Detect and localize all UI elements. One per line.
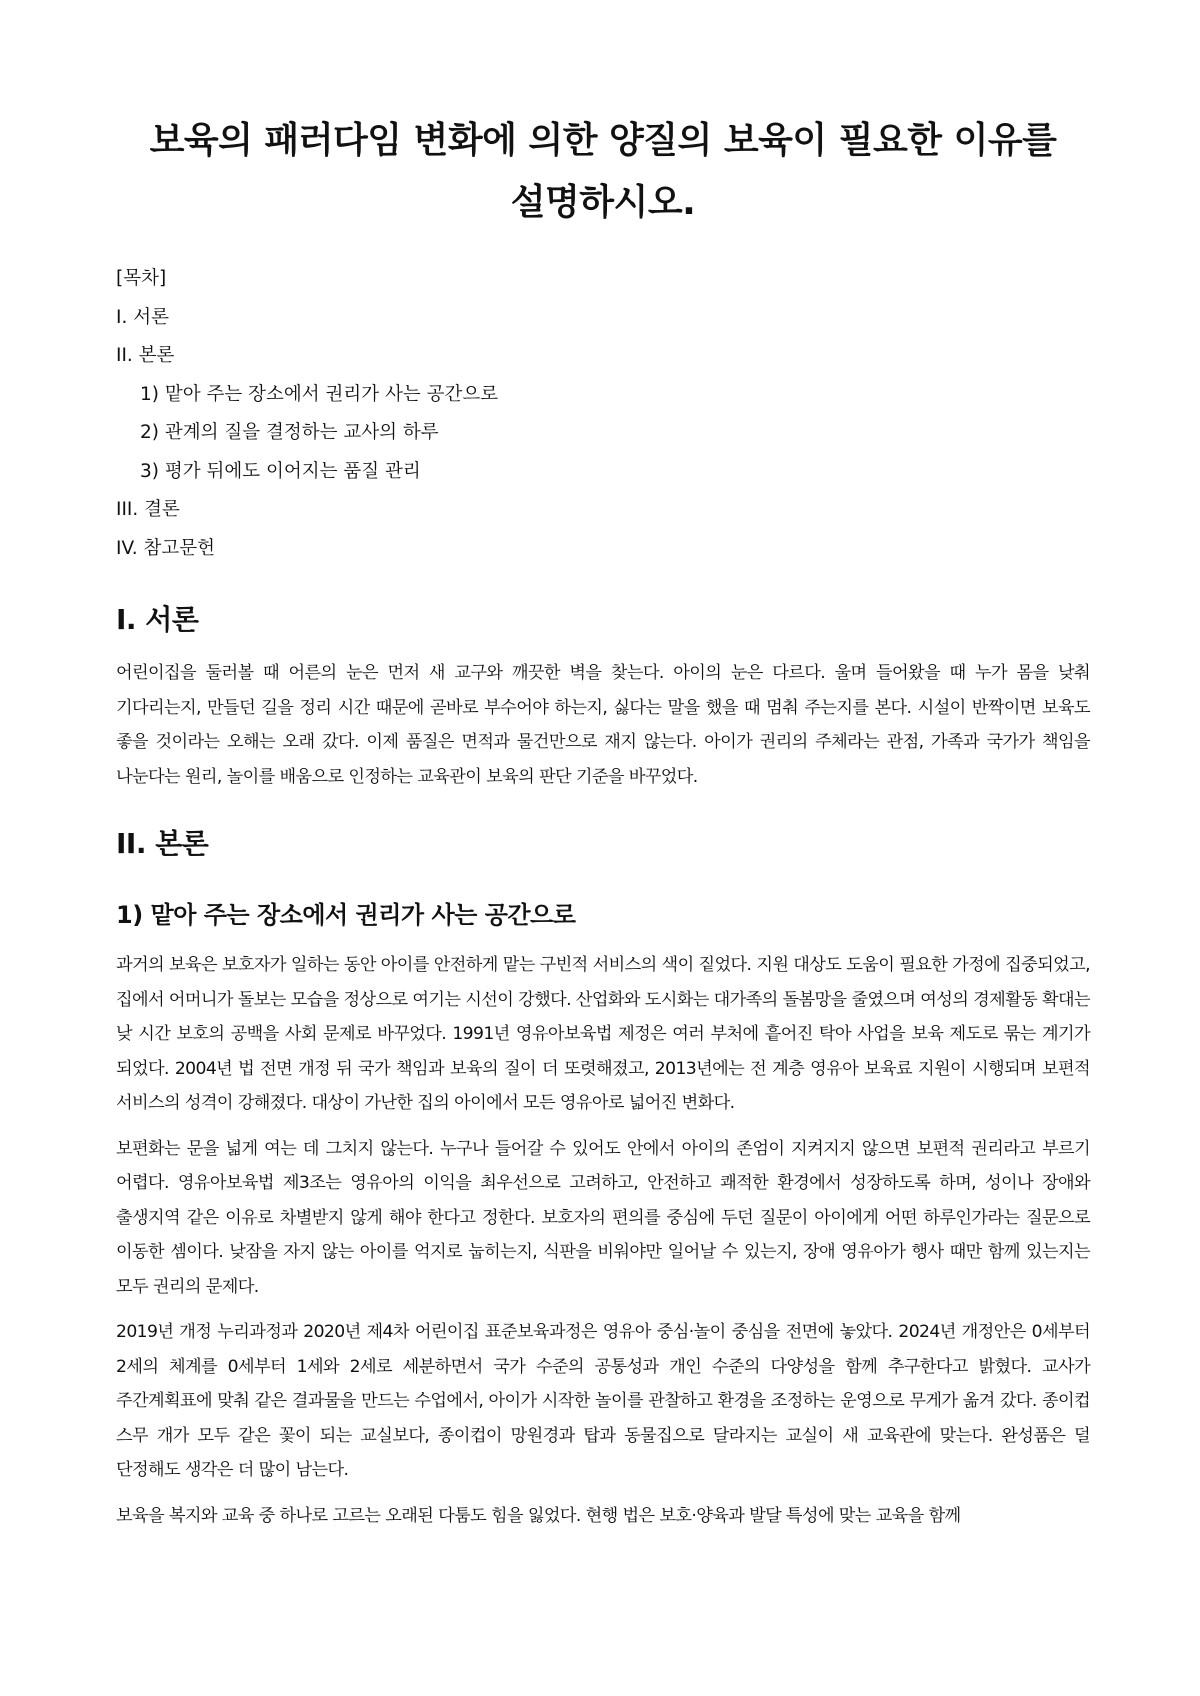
toc-item-conclusion: III. 결론 bbox=[116, 499, 180, 520]
toc-item-body: II. 본론 bbox=[116, 345, 175, 366]
body-paragraph: 보육을 복지와 교육 중 하나로 고르는 오래된 다툼도 힘을 잃었다. 현행 법은 보호·양육과 발달 특성에 맞는 교육을 함께 bbox=[116, 1505, 961, 1526]
body-paragraph: 보편화는 문을 넓게 여는 데 그치지 않는다. 누구나 들어갈 수 있어도 안에서 아이의 존엄이 지켜지지 않으면 보편적 권리라고 부르기 어렵다. 영유아보육법 제3조는 영유아의 이익을 최우선으로 고려하고, 안전하고 쾌적한 환경에서 성장하도록 하며, 성이나 장애와 출생지역 같은 이유로 차별받지 않게 해야 한다고 정한다. 보호자의 편의를 중심에 두던 질문이 아이에게 어떤 하루인가라는 질문으로 이동한 셈이다. 낮잠을 자지 않는 아이를 억지로 눕히는지, 식판을 비워야만 일어날 수 있는지, 장애 영유아가 행사 때만 함께 있는지는 모두 권리의 문제다. bbox=[116, 1138, 1090, 1297]
body-paragraph: 2019년 개정 누리과정과 2020년 제4차 어린이집 표준보육과정은 영유아 중심·놀이 중심을 전면에 놓았다. 2024년 개정안은 0세부터 2세의 체계를 0세부터 1세와 2세로 세분하면서 국가 수준의 공통성과 개인 수준의 다양성을 함께 추구한다고 밝혔다. 교사가 주간계획표에 맞춰 같은 결과물을 만드는 수업에서, 아이가 시작한 놀이를 관찰하고 환경을 조정하는 운영으로 무게가 옮겨 갔다. 종이컵 스무 개가 모두 같은 꽃이 되는 교실보다, 종이컵이 망원경과 탑과 동물집으로 달라지는 교실이 새 교육관에 맞는다. 완성품은 덜 단정해도 생각은 더 많이 남는다. bbox=[116, 1322, 1090, 1480]
toc-item-body-2: 2) 관계의 질을 결정하는 교사의 하루 bbox=[140, 422, 439, 443]
intro-paragraph: 어린이집을 둘러볼 때 어른의 눈은 먼저 새 교구와 깨끗한 벽을 찾는다. 아이의 눈은 다르다. 울며 들어왔을 때 누가 몸을 낮춰 기다리는지, 만들던 길을 정리 시간 때문에 곧바로 부수어야 하는지, 싫다는 말을 했을 때 멈춰 주는지를 본다. 시설이 반짝이면 보육도 좋을 것이라는 오해는 오래 갔다. 이제 품질은 면적과 물건만으로 재지 않는다. 아이가 권리의 주체라는 관점, 가족과 국가가 책임을 나눈다는 원리, 놀이를 배움으로 인정하는 교육관이 보육의 판단 기준을 바꾸었다. bbox=[116, 663, 1090, 787]
toc-item-intro: I. 서론 bbox=[116, 306, 169, 328]
body-paragraph: 과거의 보육은 보호자가 일하는 동안 아이를 안전하게 맡는 구빈적 서비스의 색이 짙었다. 지원 대상도 도움이 필요한 가정에 집중되었고, 집에서 어머니가 돌보는 모습을 정상으로 여기는 시선이 강했다. 산업화와 도시화는 대가족의 돌봄망을 줄였으며 여성의 경제활동 확대는 낮 시간 보호의 공백을 사회 문제로 바꾸었다. 1991년 영유아보육법 제정은 여러 부처에 흩어진 탁아 사업을 보육 제도로 묶는 계기가 되었다. 2004년 법 전면 개정 뒤 국가 책임과 보육의 질이 더 또렷해졌고, 2013년에는 전 계층 영유아 보육료 지원이 시행되며 보편적 서비스의 성격이 강해졌다. 대상이 가난한 집의 아이에서 모든 영유아로 넓어진 변화다. bbox=[116, 955, 1090, 1113]
subsection-heading-1: 1) 맡아 주는 장소에서 권리가 사는 공간으로 bbox=[116, 901, 576, 929]
toc-heading: [목차] bbox=[116, 268, 167, 289]
section-heading-intro: I. 서론 bbox=[116, 603, 199, 636]
toc-item-body-1: 1) 맡아 주는 장소에서 권리가 사는 공간으로 bbox=[140, 383, 499, 405]
table-of-contents bbox=[116, 260, 1090, 568]
document-title: 보육의 패러다임 변화에 의한 양질의 보육이 필요한 이유를 설명하시오. bbox=[149, 120, 1057, 223]
toc-item-references: IV. 참고문헌 bbox=[116, 537, 215, 559]
section-heading-body: II. 본론 bbox=[116, 827, 209, 860]
toc-item-body-3: 3) 평가 뒤에도 이어지는 품질 관리 bbox=[140, 460, 421, 482]
